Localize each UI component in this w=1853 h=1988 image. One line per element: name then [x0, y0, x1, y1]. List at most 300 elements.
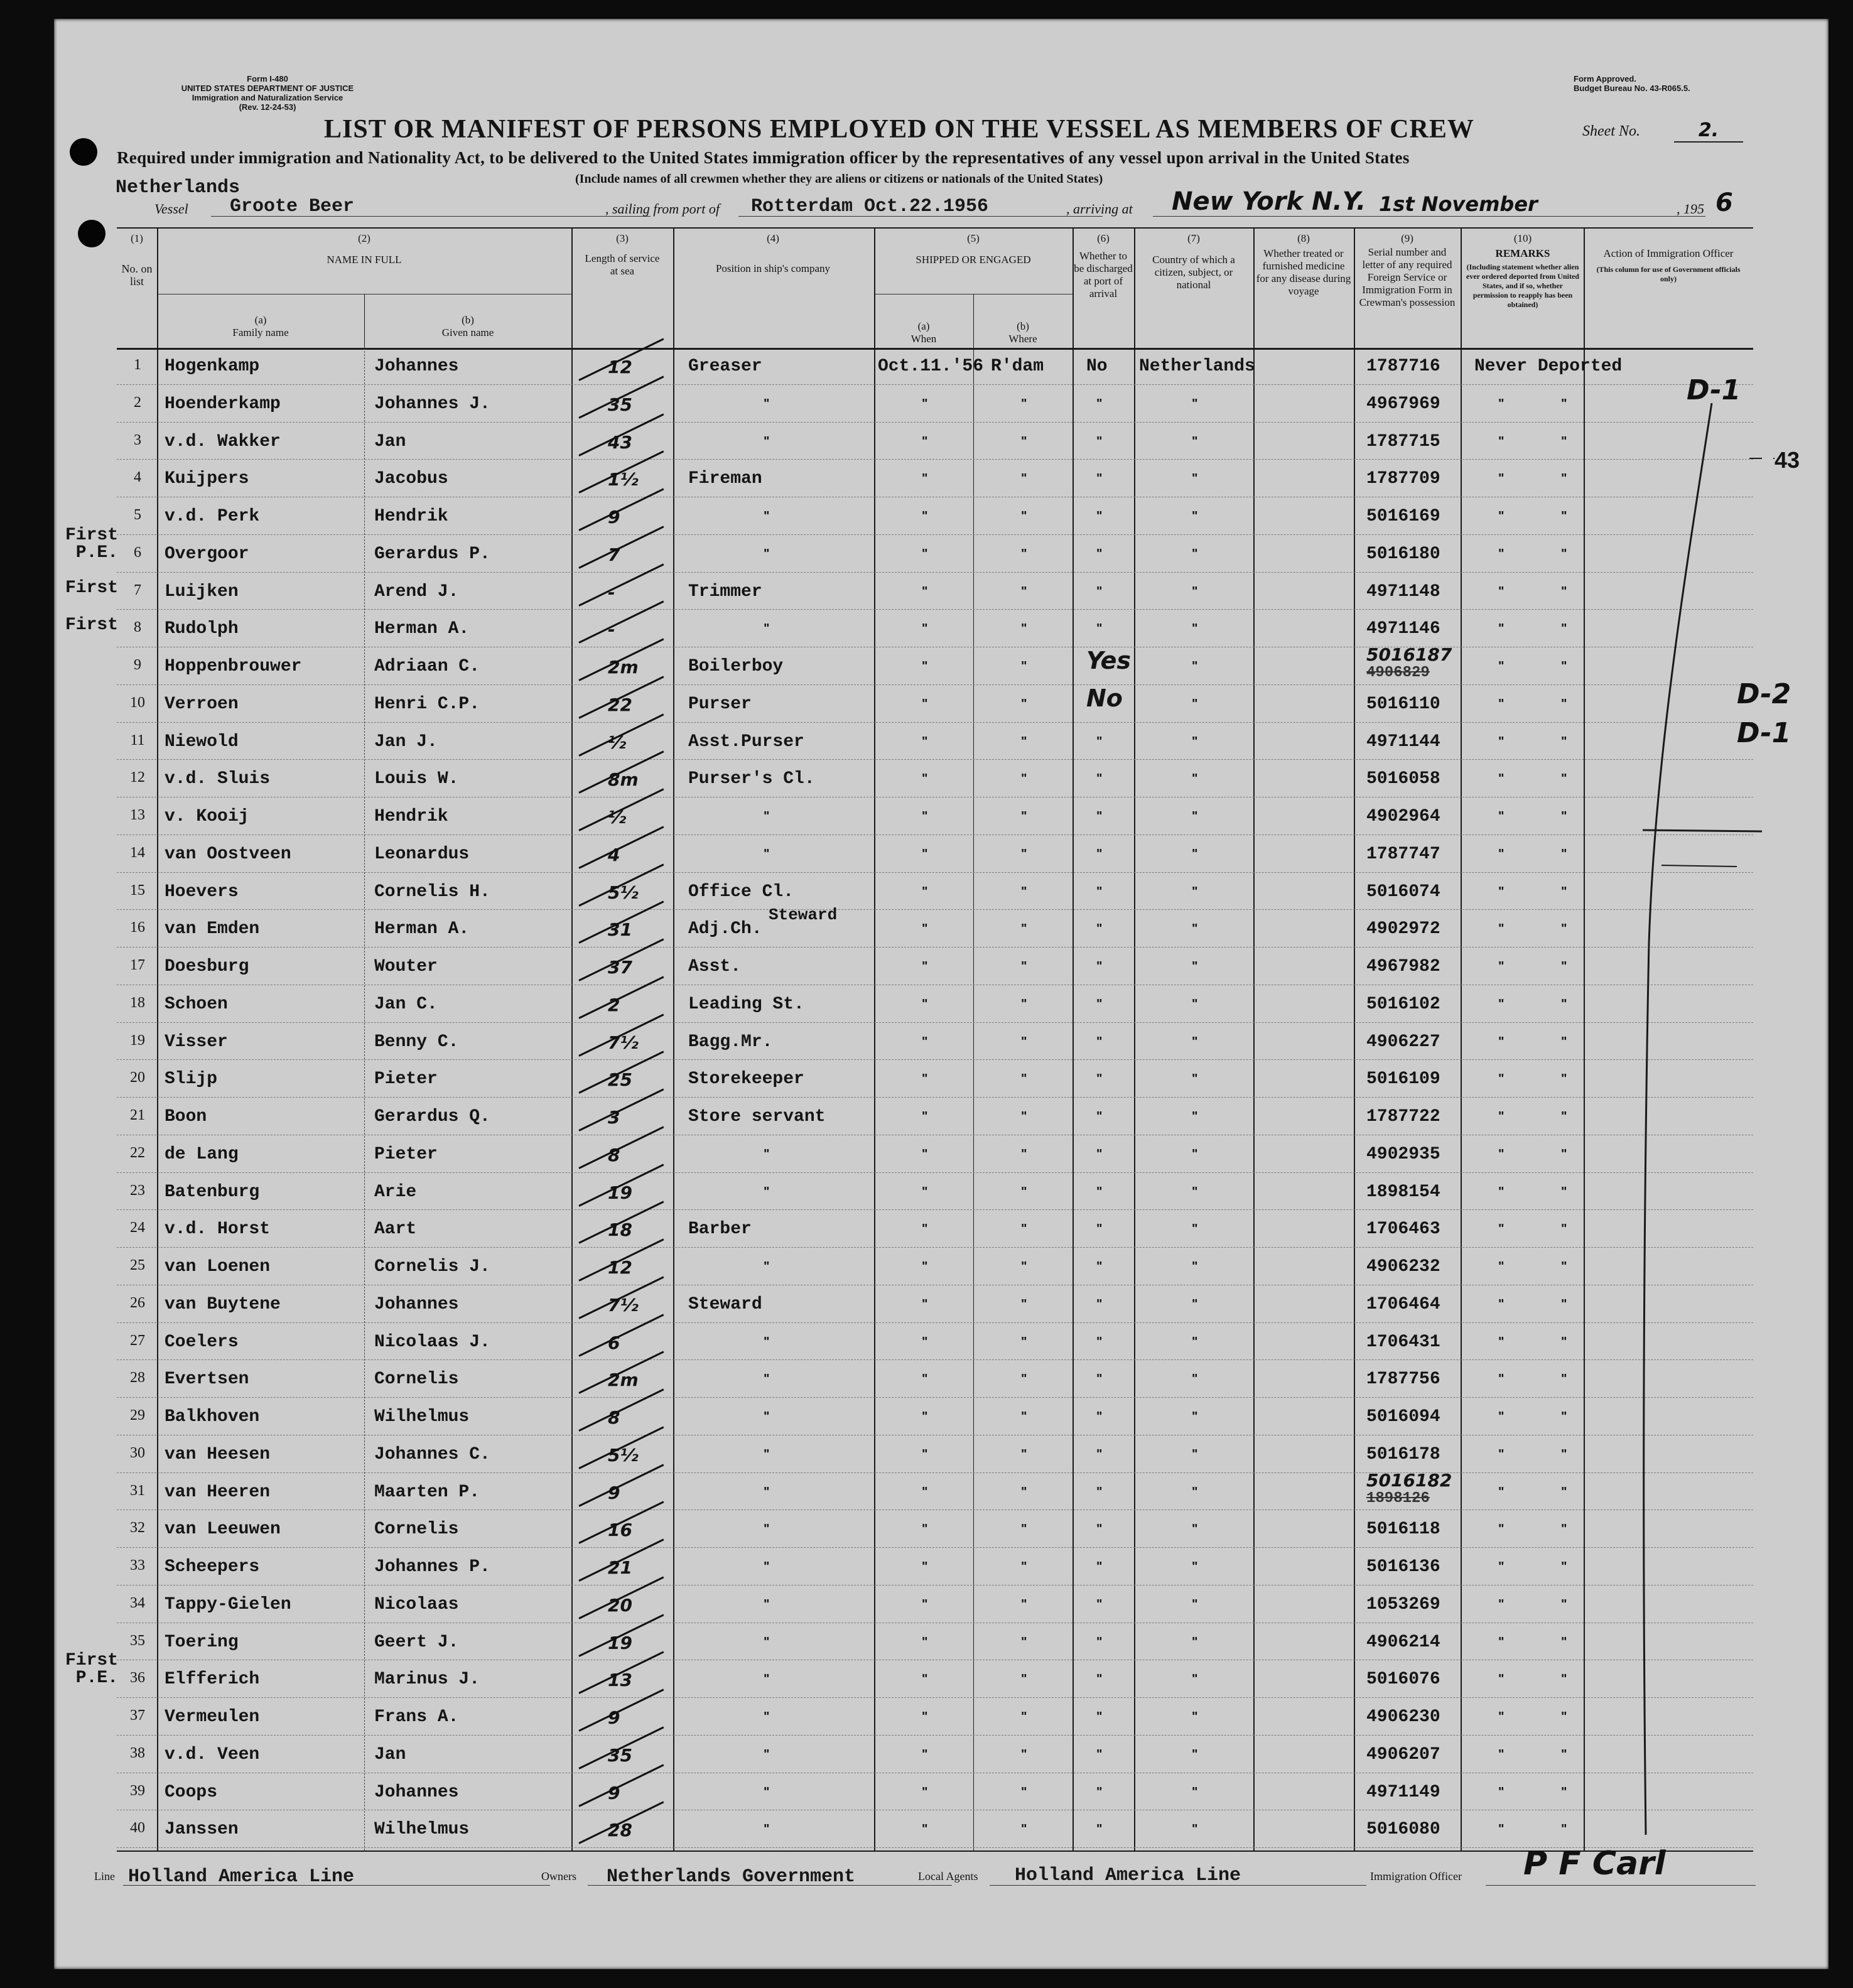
vessel-name: Groote Beer — [230, 196, 355, 217]
ditto-mark: " — [764, 1147, 770, 1161]
col5a-header: (a) When — [910, 320, 937, 345]
ditto-mark: " — [764, 622, 770, 636]
table-row — [117, 1248, 1753, 1286]
ditto-mark: " — [922, 509, 928, 523]
family-name: Verroen — [165, 694, 239, 714]
ditto-mark: " — [764, 1634, 770, 1649]
ditto-mark: " — [1096, 997, 1103, 1011]
ditto-mark: " — [1192, 1785, 1198, 1799]
row-number: 34 — [130, 1594, 145, 1611]
ditto-mark: " — [1561, 659, 1567, 673]
serial-number: 5016110 — [1366, 694, 1440, 714]
service-length: 1½ — [608, 469, 639, 490]
footer-owners-label: Owners — [541, 1870, 576, 1883]
ditto-mark: " — [1192, 1372, 1198, 1386]
service-length: 37 — [608, 957, 632, 978]
family-name: Rudolph — [165, 619, 239, 639]
given-name: Benny C. — [374, 1032, 459, 1052]
ditto-mark: " — [1192, 846, 1198, 861]
position: Asst.Purser — [688, 732, 804, 752]
footer-line-label: Line — [94, 1870, 115, 1883]
ditto-mark: " — [764, 1447, 770, 1461]
table-row — [117, 873, 1753, 911]
serial-number: 4902935 — [1366, 1144, 1440, 1164]
ditto-mark: " — [1096, 622, 1103, 636]
serial-number: 4971149 — [1366, 1782, 1440, 1802]
ditto-mark: " — [922, 809, 928, 823]
row-number: 5 — [134, 507, 141, 523]
serial-number: 1787709 — [1366, 469, 1440, 489]
ditto-mark: " — [1561, 1147, 1567, 1161]
given-name: Johannes — [374, 1294, 459, 1314]
ditto-mark: " — [1498, 509, 1505, 523]
ditto-mark: " — [1498, 997, 1505, 1011]
ditto-mark: " — [1561, 1410, 1567, 1423]
ditto-mark: " — [1192, 997, 1198, 1011]
table-row — [65, 525, 1753, 573]
ditto-mark: " — [1096, 472, 1103, 486]
position: Greaser — [688, 357, 762, 376]
ditto-mark: " — [1021, 772, 1027, 786]
given-name: Geert J. — [374, 1632, 459, 1652]
ditto-mark: " — [922, 1260, 928, 1273]
serial-number: 4906232 — [1366, 1257, 1440, 1277]
ditto-mark: " — [1192, 1747, 1198, 1761]
given-name: Nicolaas J. — [374, 1332, 490, 1352]
ditto-mark: " — [1498, 1260, 1505, 1273]
ditto-mark: " — [1561, 1372, 1567, 1386]
family-name: van Heesen — [165, 1444, 271, 1464]
row-number: 15 — [130, 882, 145, 899]
service-length: ½ — [608, 807, 626, 828]
struck-serial: 4906829 — [1366, 664, 1430, 681]
col6-header: (6) Whether to be discharged at port of arrival — [1074, 232, 1133, 300]
table-row — [117, 1286, 1753, 1324]
ditto-mark: " — [922, 1747, 928, 1761]
ditto-mark: " — [1498, 734, 1505, 748]
family-name: Tappy-Gielen — [165, 1594, 291, 1614]
ditto-mark: " — [1561, 1222, 1567, 1236]
given-name: Jan C. — [374, 994, 438, 1014]
col1-header: (1) No. on list — [121, 232, 153, 288]
row-number: 26 — [130, 1294, 145, 1311]
ditto-mark: " — [922, 734, 928, 748]
ditto-mark: " — [1498, 1785, 1505, 1799]
family-name: Coelers — [165, 1332, 239, 1352]
serial-number: 4906214 — [1366, 1632, 1440, 1652]
position-note: Steward — [769, 905, 838, 925]
form-header — [142, 74, 393, 112]
ditto-mark: " — [1561, 1034, 1567, 1049]
table-row — [117, 1436, 1753, 1474]
family-name: Batenburg — [165, 1182, 260, 1202]
ditto-mark: " — [1096, 1334, 1103, 1349]
table-row — [117, 1361, 1753, 1398]
ditto-mark: " — [764, 1822, 770, 1837]
given-name: Johannes C. — [374, 1444, 490, 1464]
serial-number: 5016180 — [1366, 544, 1440, 564]
serial-number: 4971148 — [1366, 581, 1440, 602]
service-length: 4 — [608, 844, 620, 865]
ditto-mark: " — [922, 959, 928, 973]
row-number: 11 — [130, 732, 145, 748]
ditto-mark: " — [922, 696, 928, 711]
ditto-mark: " — [1561, 884, 1567, 899]
position: Office Cl. — [688, 882, 794, 902]
ditto-mark: " — [1192, 509, 1198, 523]
serial-number: 4967982 — [1366, 957, 1440, 976]
ditto-mark: " — [1096, 846, 1103, 861]
ditto-mark: " — [1096, 1447, 1103, 1461]
ditto-mark: " — [1192, 922, 1198, 936]
service-length: 5½ — [608, 1444, 639, 1466]
row-number: 24 — [130, 1219, 145, 1236]
footer-agents-label: Local Agents — [918, 1870, 978, 1883]
ditto-mark: " — [1192, 1034, 1198, 1049]
discharged: No — [1086, 357, 1108, 376]
row-number: 20 — [130, 1069, 145, 1086]
sailing-port: Rotterdam Oct.22.1956 — [751, 196, 989, 217]
ditto-mark: " — [764, 1672, 770, 1687]
serial-number: 1053269 — [1366, 1594, 1440, 1614]
family-name: van Emden — [165, 919, 260, 939]
ditto-mark: " — [1021, 509, 1027, 523]
serial-number: 4906227 — [1366, 1032, 1440, 1052]
col5b-header: (b) Where — [1008, 320, 1037, 345]
family-name: Hoevers — [165, 882, 239, 902]
ditto-mark: " — [922, 1034, 928, 1049]
service-length: 19 — [608, 1182, 632, 1203]
ditto-mark: " — [1498, 1222, 1505, 1236]
ditto-mark: " — [1021, 434, 1027, 448]
ditto-mark: " — [1096, 1785, 1103, 1799]
ditto-mark: " — [1096, 1747, 1103, 1761]
family-name: van Loenen — [165, 1257, 271, 1277]
ditto-mark: " — [1498, 1334, 1505, 1349]
ditto-mark: " — [1561, 434, 1567, 448]
ditto-mark: " — [1096, 1184, 1103, 1199]
ditto-mark: " — [1561, 1822, 1567, 1837]
ditto-mark: " — [764, 1747, 770, 1761]
ditto-mark: " — [1192, 1597, 1198, 1611]
service-length: 2m — [608, 1369, 639, 1391]
row-number: 8 — [134, 619, 141, 636]
ditto-mark: " — [1192, 1334, 1198, 1349]
given-name: Nicolaas — [374, 1594, 459, 1614]
ditto-mark: " — [1096, 1597, 1103, 1611]
given-name: Herman A. — [374, 619, 470, 639]
ditto-mark: " — [1498, 622, 1505, 636]
ditto-mark: " — [1498, 1484, 1505, 1499]
ditto-mark: " — [1498, 1447, 1505, 1461]
ditto-mark: " — [1561, 472, 1567, 486]
ditto-mark: " — [1096, 1110, 1103, 1123]
ditto-mark: " — [922, 396, 928, 411]
ditto-mark: " — [1498, 884, 1505, 899]
ditto-mark: " — [1096, 434, 1103, 448]
col2b-header: (b) Given name — [441, 314, 494, 338]
ditto-mark: " — [1498, 584, 1505, 598]
position: Bagg.Mr. — [688, 1032, 773, 1052]
given-name: Jan — [374, 1744, 406, 1764]
family-name: Visser — [165, 1032, 228, 1052]
service-length: 3 — [608, 1107, 620, 1128]
remarks: Never Deported — [1474, 357, 1623, 376]
ditto-mark: " — [1561, 622, 1567, 636]
row-number: 22 — [130, 1144, 145, 1161]
officer-mark-d1: D-1 — [1687, 374, 1741, 406]
ditto-mark: " — [922, 1634, 928, 1649]
given-name: Marinus J. — [374, 1670, 480, 1690]
ditto-mark: " — [1192, 1222, 1198, 1236]
table-row — [117, 905, 1753, 948]
serial-number: 4967969 — [1366, 394, 1440, 414]
ditto-mark: " — [1498, 1034, 1505, 1049]
ditto-mark: " — [1561, 546, 1567, 561]
position: Steward — [688, 1294, 762, 1314]
ditto-mark: " — [1192, 1522, 1198, 1537]
ditto-mark: " — [1561, 1334, 1567, 1349]
footer-officer-label: Immigration Officer — [1370, 1870, 1462, 1883]
manifest-sheet — [54, 19, 1829, 1969]
form-number: Form I-480 — [247, 74, 288, 84]
row-number: 23 — [130, 1182, 145, 1199]
ditto-mark: " — [1561, 1297, 1567, 1311]
family-name: van Oostveen — [165, 844, 291, 864]
col2-header: (2) NAME IN FULL — [327, 232, 402, 266]
ditto-mark: " — [1192, 434, 1198, 448]
row-number: 40 — [130, 1820, 145, 1837]
table-row — [117, 1098, 1753, 1136]
serial-number: 5016187 — [1366, 644, 1452, 665]
ditto-mark: " — [1096, 509, 1103, 523]
ditto-mark: " — [1021, 1334, 1027, 1349]
ditto-mark: " — [1021, 1072, 1027, 1086]
service-length: 7 — [608, 544, 620, 565]
ditto-mark: " — [1096, 1222, 1103, 1236]
ditto-mark: " — [1021, 884, 1027, 899]
ditto-mark: " — [1021, 396, 1027, 411]
ditto-mark: " — [1561, 696, 1567, 711]
ditto-mark: " — [1192, 1072, 1198, 1086]
ditto-mark: " — [922, 1297, 928, 1311]
discharged: No — [1086, 684, 1123, 712]
ditto-mark: " — [764, 509, 770, 523]
ditto-mark: " — [764, 1410, 770, 1423]
given-name: Cornelis J. — [374, 1257, 490, 1277]
family-name: Toering — [165, 1632, 239, 1652]
ditto-mark: " — [1192, 1822, 1198, 1837]
ditto-mark: " — [1192, 1672, 1198, 1687]
ditto-mark: " — [922, 1522, 928, 1537]
ditto-mark: " — [1096, 1560, 1103, 1574]
table-row — [117, 460, 1753, 498]
ditto-mark: " — [1021, 1710, 1027, 1724]
ditto-mark: " — [1021, 1747, 1027, 1761]
ditto-mark: " — [1192, 1184, 1198, 1199]
margin-note: First — [65, 578, 118, 598]
ditto-mark: " — [1498, 434, 1505, 448]
ditto-mark: " — [1498, 1634, 1505, 1649]
ditto-mark: " — [922, 659, 928, 673]
row-number: 27 — [130, 1332, 145, 1349]
ditto-mark: " — [1498, 772, 1505, 786]
page-title: LIST OR MANIFEST OF PERSONS EMPLOYED ON THE VESSEL AS MEMBERS OF CREW — [324, 115, 1474, 144]
given-name: Johannes — [374, 1782, 459, 1802]
ditto-mark: " — [1021, 1560, 1027, 1574]
family-name: Kuijpers — [165, 469, 249, 489]
row-number: 19 — [130, 1032, 145, 1049]
table-row — [117, 1211, 1753, 1248]
given-name: Johannes — [374, 357, 459, 376]
row-number: 4 — [134, 469, 141, 486]
ditto-mark: " — [764, 809, 770, 823]
officer-count: 43 — [1775, 447, 1800, 473]
ditto-mark: " — [1192, 622, 1198, 636]
serial-number: 4902972 — [1366, 919, 1440, 939]
sheet-number: 2. — [1674, 119, 1743, 143]
ditto-mark: " — [1561, 1710, 1567, 1724]
ditto-mark: " — [1561, 846, 1567, 861]
ditto-mark: " — [1021, 659, 1027, 673]
service-length: 21 — [608, 1557, 632, 1578]
ditto-mark: " — [1498, 1110, 1505, 1123]
ditto-mark: " — [1498, 1747, 1505, 1761]
ditto-mark: " — [1021, 1260, 1027, 1273]
table-row — [117, 986, 1753, 1024]
service-length: 9 — [608, 1782, 620, 1803]
row-number: 39 — [130, 1782, 145, 1799]
service-length: - — [608, 619, 615, 640]
shipped-when: Oct.11.'56 — [878, 357, 984, 376]
ditto-mark: " — [764, 1334, 770, 1349]
row-number: 29 — [130, 1407, 145, 1423]
serial-number: 4971144 — [1366, 732, 1440, 752]
serial-number: 1787716 — [1366, 357, 1440, 376]
service-length: 8 — [608, 1144, 620, 1165]
service-length: 28 — [608, 1820, 632, 1841]
service-length: 20 — [608, 1594, 632, 1616]
ditto-mark: " — [1021, 997, 1027, 1011]
given-name: Gerardus P. — [374, 544, 490, 564]
ditto-mark: " — [1096, 922, 1103, 936]
row-number: 9 — [134, 657, 141, 673]
ditto-mark: " — [922, 846, 928, 861]
ditto-mark: " — [1021, 1147, 1027, 1161]
service-length: 18 — [608, 1219, 632, 1241]
family-name: Slijp — [165, 1069, 218, 1089]
col3-header: (3) Length of service at sea — [585, 232, 660, 277]
ditto-mark: " — [1192, 1484, 1198, 1499]
ditto-mark: " — [1096, 1147, 1103, 1161]
serial-number: 1706464 — [1366, 1294, 1440, 1314]
row-number: 33 — [130, 1557, 145, 1574]
ditto-mark: " — [1096, 546, 1103, 561]
row-number: 3 — [134, 431, 141, 448]
row-number: 32 — [130, 1520, 145, 1537]
serial-number: 5016102 — [1366, 994, 1440, 1014]
form-approved: Form Approved. — [1574, 74, 1636, 84]
given-name: Herman A. — [374, 919, 470, 939]
row-number: 12 — [130, 769, 145, 786]
row-number: 30 — [130, 1444, 145, 1461]
family-name: v.d. Wakker — [165, 431, 281, 451]
given-name: Hendrik — [374, 507, 448, 526]
table-row — [65, 610, 1753, 648]
position: Fireman — [688, 469, 762, 489]
vessel-label: Vessel — [154, 201, 188, 217]
family-name: Elfferich — [165, 1670, 260, 1690]
given-name: Jan — [374, 431, 406, 451]
given-name: Pieter — [374, 1069, 438, 1089]
ditto-mark: " — [1561, 1747, 1567, 1761]
position: Storekeeper — [688, 1069, 804, 1089]
table-row — [117, 836, 1753, 873]
ditto-mark: " — [1192, 1297, 1198, 1311]
family-name: Evertsen — [165, 1369, 249, 1390]
ditto-mark: " — [764, 1522, 770, 1537]
service-length: 16 — [608, 1520, 632, 1541]
service-length: 35 — [608, 1744, 632, 1766]
ditto-mark: " — [922, 1147, 928, 1161]
ditto-mark: " — [764, 846, 770, 861]
serial-number: 5016182 — [1366, 1469, 1452, 1491]
serial-number: 1787715 — [1366, 431, 1440, 451]
given-name: Wilhelmus — [374, 1820, 470, 1840]
serial-number: 1787747 — [1366, 844, 1440, 864]
budget-bureau: Budget Bureau No. 43-R065.5. — [1574, 84, 1690, 93]
ditto-mark: " — [1561, 809, 1567, 823]
row-number: 28 — [130, 1369, 145, 1386]
ditto-mark: " — [1498, 1522, 1505, 1537]
department: UNITED STATES DEPARTMENT OF JUSTICE — [181, 84, 354, 93]
ditto-mark: " — [1498, 1072, 1505, 1086]
ditto-mark: " — [1561, 997, 1567, 1011]
table-row — [117, 1061, 1753, 1098]
family-name: Overgoor — [165, 544, 249, 564]
ditto-mark: " — [764, 1597, 770, 1611]
table-row — [117, 1469, 1753, 1511]
ditto-mark: " — [1096, 1034, 1103, 1049]
serial-number: 5016136 — [1366, 1557, 1440, 1577]
given-name: Hendrik — [374, 807, 448, 826]
ditto-mark: " — [1192, 734, 1198, 748]
family-name: Janssen — [165, 1820, 239, 1840]
row-number: 7 — [134, 581, 141, 598]
service-length: 9 — [608, 507, 620, 527]
service-length: 13 — [608, 1670, 632, 1691]
ditto-mark: " — [1561, 922, 1567, 936]
ditto-mark: " — [1021, 1297, 1027, 1311]
row-number: 14 — [130, 844, 145, 861]
ditto-mark: " — [764, 1184, 770, 1199]
footer-agents-value: Holland America Line — [1015, 1865, 1241, 1886]
ditto-mark: " — [922, 884, 928, 899]
ditto-mark: " — [1021, 696, 1027, 711]
row-number: 37 — [130, 1707, 145, 1724]
ditto-mark: " — [1498, 546, 1505, 561]
given-name: Cornelis — [374, 1369, 459, 1390]
ditto-mark: " — [1096, 734, 1103, 748]
ditto-mark: " — [1096, 1297, 1103, 1311]
year-prefix: , 195 — [1677, 201, 1704, 217]
row-number: 2 — [134, 394, 141, 411]
row-number: 36 — [130, 1670, 145, 1687]
row-number: 31 — [130, 1482, 145, 1499]
serial-number: 1787756 — [1366, 1369, 1440, 1390]
ditto-mark: " — [1561, 1560, 1567, 1574]
ditto-mark: " — [1096, 959, 1103, 973]
